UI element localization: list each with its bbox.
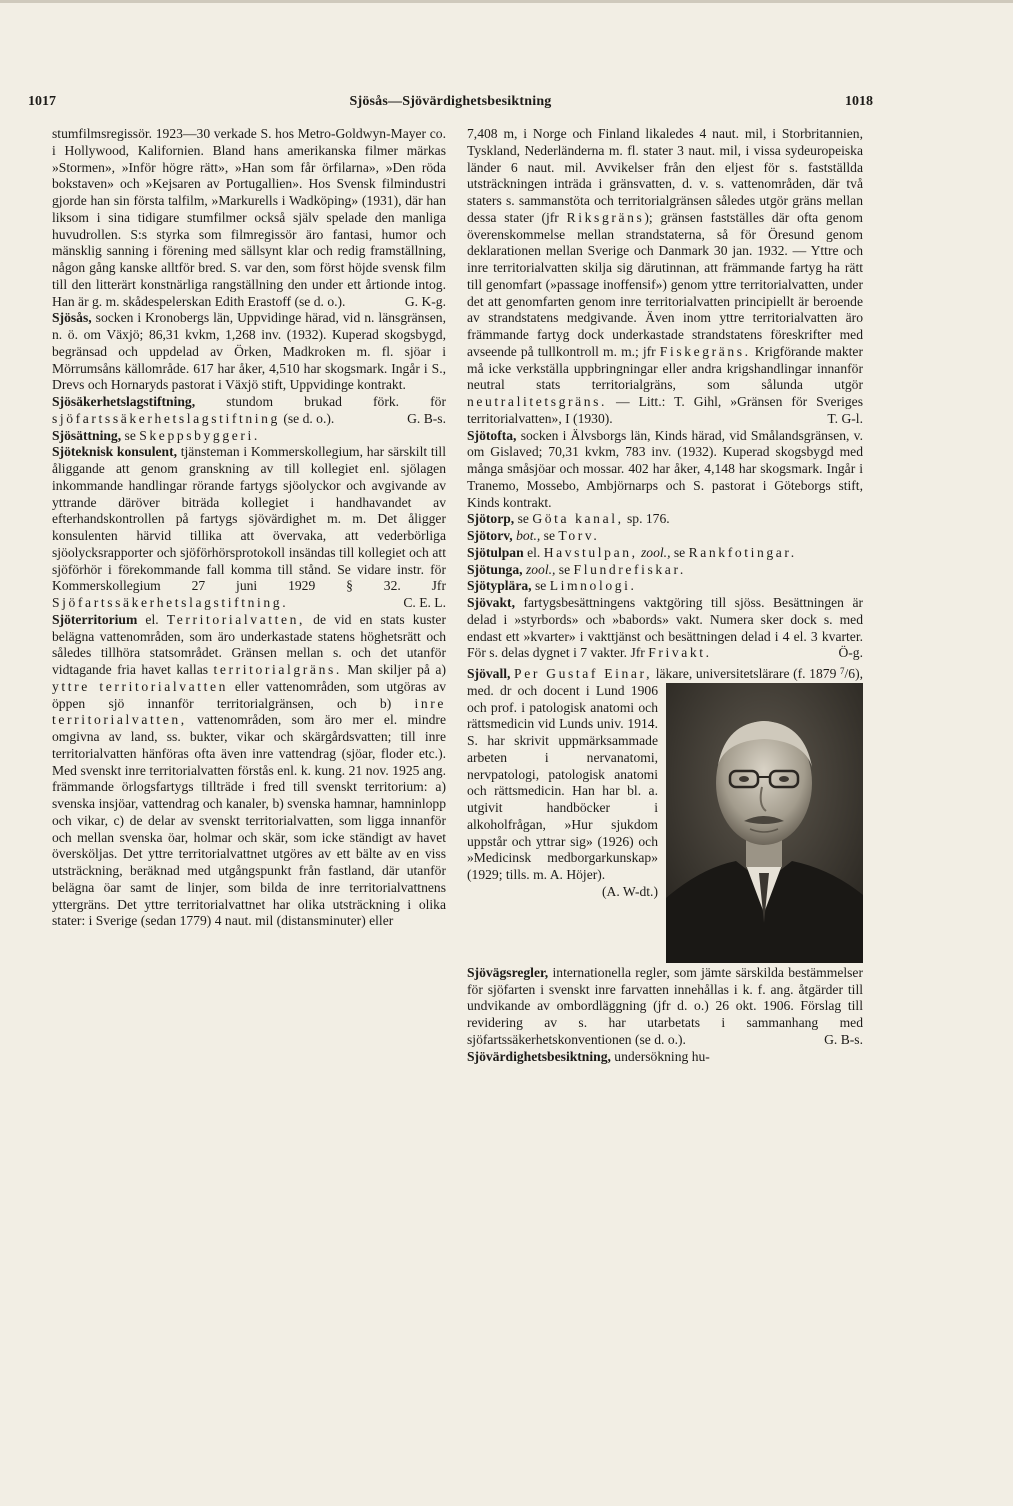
entry-text: eller vattenområden, som utgöras av öppen sjö innanför territorialgränsen, och b): [52, 678, 446, 711]
headword: Sjösås,: [52, 310, 92, 326]
entry-text: (se d. o.).: [279, 410, 335, 426]
date-day: 7: [839, 666, 845, 676]
cross-reference: Göta kanal,: [532, 511, 624, 527]
headword: Sjötyplära,: [467, 578, 532, 594]
cross-reference: Skeppsbyggeri.: [139, 427, 260, 443]
page-header: [28, 94, 873, 114]
entry-sjosattning: [52, 428, 446, 445]
entry-text: se: [670, 544, 689, 560]
entry-text: se: [555, 561, 574, 577]
cross-reference: Frivakt.: [648, 645, 712, 661]
headword: Sjövärdighetsbesiktning,: [467, 1048, 611, 1064]
entry-sjovall: [467, 663, 863, 965]
author-signature: Ö-g.: [838, 645, 863, 661]
entry-continuation: [52, 126, 446, 310]
entry-text: läkare, universitetslärare (f. 1879: [652, 666, 840, 681]
entry-sjotorp: [467, 511, 863, 528]
page-number-left: 1017: [28, 94, 56, 109]
portrait-photo-icon: [666, 683, 863, 963]
cross-reference: Sjöfartssäkerhetslagstiftning.: [52, 595, 289, 610]
headword: Sjötofta,: [467, 427, 517, 443]
entry-sjotunga: [467, 562, 863, 579]
author-signature: G. K-g.: [404, 293, 446, 309]
cross-reference: sjöfartssäkerhetslagstiftning: [52, 410, 280, 426]
entry-text: se: [514, 511, 533, 527]
entry-sjoterritorium: [52, 612, 446, 930]
entry-sjotyplara: [467, 578, 863, 595]
author-signature: G. B-s.: [824, 1031, 863, 1047]
abbreviation: bot.,: [516, 528, 541, 543]
headword: Sjövägsregler,: [467, 964, 549, 980]
headword: Sjöterritorium: [52, 611, 138, 627]
entry-text: 7,408 m, i Norge och Finland likaledes 4 naut. mil, i Storbritannien, Tyskland, Nederländerna m. fl. stater 3 naut. mil, i vissa sydeuropeiska länder 6 naut. mil. Avvikelser från den eljest för s. fastställda utsträckningen inträda i gränsvatten, d. v. s. vattenområden, där två staters s. sammanstöta och territorialgränsen således utgör gräns mellan dessa stater (jfr: [467, 126, 863, 225]
entry-text: internationella regler, som jämte särskilda bestämmelser för sjöfarten i svenskt inre farvatten innehållas i k. f. ang. åtgärder till undvikande av ombordläggning (jfr d. o.) 26 okt. 1906. Förslag till revidering av s. har utarbetats i sammanhang med sjöfartssäkerhetskonventionen (se d. o.).: [467, 964, 863, 1047]
entry-text: — Litt.: T. Gihl, »Gränsen för Sveriges territorialvatten», I (1930).: [467, 394, 863, 426]
entry-sjotulpan: [467, 545, 863, 562]
emphasized-term: yttre territorialvatten: [52, 678, 229, 694]
entry-sjovagsregler: [467, 965, 863, 1049]
entry-text: socken i Älvsborgs län, Kinds härad, vid Smålandsgränsen, v. om Gislaved; 70,31 kvkm, 783 inv. (1932). Kuperad skogsbygd med många småsjöar och mossar. 402 har åker, 4,148 har skogsmark. Ingår i Tranemo, Mossebo, Ambjörnarps och S. pastorat i Göteborgs stift, Kinds kontrakt.: [467, 427, 863, 510]
entry-text: se: [531, 578, 550, 594]
page-number-right: 1018: [845, 94, 873, 109]
author-signature: G. B-s.: [407, 410, 446, 426]
running-head: Sjösås—Sjövärdighetsbesiktning: [349, 94, 552, 109]
entry-text: sp. 176.: [623, 511, 670, 527]
entry-text: stundom brukad förk. för: [195, 394, 446, 409]
emphasized-term: inre territorialvatten,: [52, 695, 446, 728]
abbreviation: zool.,: [641, 544, 671, 560]
entry-text: socken i Kronobergs län, Uppvidinge härad, vid n. länsgränsen, n. ö. om Växjö; 86,31 kvkm, 1,268 inv. (1932). Kuperad skogsbygd, begränsad och uppdelad av Örken, Madkroken m. fl. sjöar i Mörrumsåns källområde. 617 har åker, 4,510 har skogsmark. Ingår i S., Drevs och Hornaryds pastorat i Växjö stift, Uppvidinge kontrakt.: [52, 310, 446, 393]
date-month: /6: [844, 666, 856, 681]
headword: Sjötorp,: [467, 511, 515, 527]
author-signature: C. E. L.: [403, 595, 446, 610]
entry-text: vattenområden, som äro mer el. mindre omgivna av land, ss. bukter, vikar och skärgårdsvatten; till inre territorialvatten hänföras ofta även inre vattendrag (sjöar, floder etc.). Med svenskt inre territorialvatten förstås enl. k. kung. 21 nov. 1925 ang. främmande örlogsfartygs tillträde i fred till svenskt territorium: a) svenska insjöar, vattendrag och kanaler, b) svenska hamnar, hamninlopp och vikar, c) de delar av svenskt territorialvatten, som ligga innanför och mellan svenska öar, holmar och skär, som icke ständigt av havet översköljas. Det yttre territorialvattnet utgöres av ett bälte av en viss utsträckning, beräknad med utgångspunkt från fastland, där utanför belägna öar samt de linjer, som bilda de inre territorialvattnens yttergräns. Det yttre territorialvattnet har olika utsträckning i olika stater: i Sverige (sedan 1779) 4 naut. mil (distansminuter) eller: [52, 712, 446, 929]
entry-text: undersökning hu-: [610, 1048, 710, 1064]
headword: Sjötunga,: [467, 561, 523, 577]
entry-sjoteknisk-konsulent: [52, 444, 446, 612]
headword: Sjösättning,: [52, 427, 122, 443]
right-column: [467, 126, 863, 1065]
emphasized-term: territorialgräns.: [213, 662, 342, 677]
entry-text: Man skiljer på a): [341, 662, 446, 677]
cross-reference: Riksgräns: [566, 209, 645, 225]
person-name: Per Gustaf Einar,: [514, 666, 653, 681]
headword: Sjöteknisk konsulent,: [52, 444, 177, 460]
entry-continuation: [467, 126, 863, 428]
entry-text: tjänsteman i Kommerskollegium, har särskilt till åliggande att genom granskning av till kollegiet enl. sjölagen inkommande handlingar rörande fartygs sjöolyckor och avgivande av yttrande däröver biträda kollegiet i handhavandet av efterhandskontrollen på fartygs sjövärdighet m. m. Det åligger konsulenten härvid tillika att övervaka, att vederbörliga sjöolycksrapporter och sjöförhörsprotokoll insändas till kollegiet och att sjöförhör i förekommande fall komma till stånd. Se vidare instr. för Kommerskollegium 27 juni 1929 § 32. Jfr: [52, 444, 446, 594]
entry-text: stumfilmsregissör. 1923—30 verkade S. hos Metro-Goldwyn-Mayer co. i Hollywood, Kalifornien. Bland hans amerikanska filmer märkas »Stormen», »Inför högre rätt», »Han som får örfilarna», »Den röda bokstaven» och »Kejsaren av Portugallien». Hos Svensk filmindustri gjorde han sin första talfilm, »Markurells i Wadköping» (1931), där han liksom i sina tidigare stumfilmer också själv spelade den manliga huvudrollen. S:s styrka som filmregissör äro fantasi, humor och mänsklig sanning i förening med sällsynt klar och redig framställning, någon gång kanske alltför bred. S. var den, som först höjde svensk film till den litterärt konstnärliga rangställning den under ett årtionde intog. Han är g. m. skådespelerskan Edith Erastoff (se d. o.).: [52, 126, 446, 309]
entry-sjovardighetsbesiktning: [467, 1049, 863, 1066]
cross-reference: Flundrefiskar.: [573, 561, 686, 577]
headword: Sjötorv,: [467, 528, 513, 543]
entry-sjosakerhetslagstiftning: [52, 394, 446, 428]
author-signature: T. G-l.: [827, 410, 863, 426]
headword: Sjötulpan: [467, 544, 524, 560]
entry-text: de vid en stats kuster belägna vattenområden, som äro underkastade statens höghetsrätt och således tillhöra statsområdet. Gränsen mellan s. och det utanför vidtagande fria havet kallas: [52, 611, 446, 677]
entry-sjotorv: [467, 528, 863, 545]
entry-sjovakt: [467, 595, 863, 662]
entry-sjosas: [52, 310, 446, 394]
headword: Sjövakt,: [467, 595, 515, 610]
cross-reference: Fiskegräns.: [659, 343, 751, 359]
entry-text: ), med. dr och docent i Lund 1906 och prof. i patologisk anatomi och rättsmedicin vid Lunds univ. 1914. S. har skrivit uppmärksammade arbeten i nervanatomi, nervpatologi, patologisk anatomi och rättsmedicin. Han har bl. a. utgivit handböcker i alkoholfrågan, »Hur sjukdom uppstår och yttrar sig» (1926) och »Medicinsk medborgarkunskap» (1929; tills. m. A. Höjer).: [467, 666, 863, 882]
cross-reference: Torv.: [558, 528, 600, 543]
abbreviation: zool.,: [525, 561, 556, 577]
entry-text: Krigförande makter må icke verkställa uppbringningar eller andra krigshandlingar innanför neutral stats territorialgräns, som sålunda utgör: [467, 343, 863, 393]
headword: Sjösäkerhetslagstiftning,: [52, 394, 196, 409]
cross-reference: Territorialvatten,: [166, 611, 306, 627]
entry-text: fartygsbesättningens vaktgöring till sjöss. Besättningen är delad i »styrbords» och »babords» vakt. Numera sker dock s. med endast ett »kvarter» i vakttjänst och besättningen delad i 4 el. 3 kvarter. För s. delas dygnet i 7 vakter. Jfr: [467, 595, 863, 661]
author-signature: (A. W-dt.): [601, 883, 658, 899]
emphasized-term: neutralitetsgräns.: [467, 394, 608, 409]
entry-text: se: [540, 528, 559, 543]
entry-sjotofta: [467, 428, 863, 512]
entry-sjovall-intro: [467, 663, 863, 899]
entry-text: el.: [523, 544, 544, 560]
page-top-edge: [0, 0, 1013, 3]
left-column: [52, 126, 446, 930]
cross-reference: Rankfotingar.: [688, 544, 797, 560]
entry-text: ); gränsen fastställes där ofta genom överenskommelse mellan strandstaterna, så för Öresund genom deklarationen mellan Sverige och Danmark 30 jan. 1932. — Yttre och inre territorialvatten skilja sig därutinnan, att främmande fartyg ha rätt till genomfart (»passage inoffensif») genom yttre territorialvatten, under det att genomfarten genom inre territorialvatten principiellt är beroende av strandstatens medgivande. Även inom yttre territorialvatten äro främmande fartyg dock underkastade strandstatens föreskrifter med avseende på tullkontroll m. m.; jfr: [467, 209, 863, 359]
entry-text: el.: [137, 611, 167, 627]
entry-text: se: [121, 427, 140, 443]
cross-reference: Limnologi.: [549, 578, 637, 594]
headword: Sjövall,: [467, 666, 511, 681]
cross-reference: Havstulpan,: [543, 544, 638, 560]
